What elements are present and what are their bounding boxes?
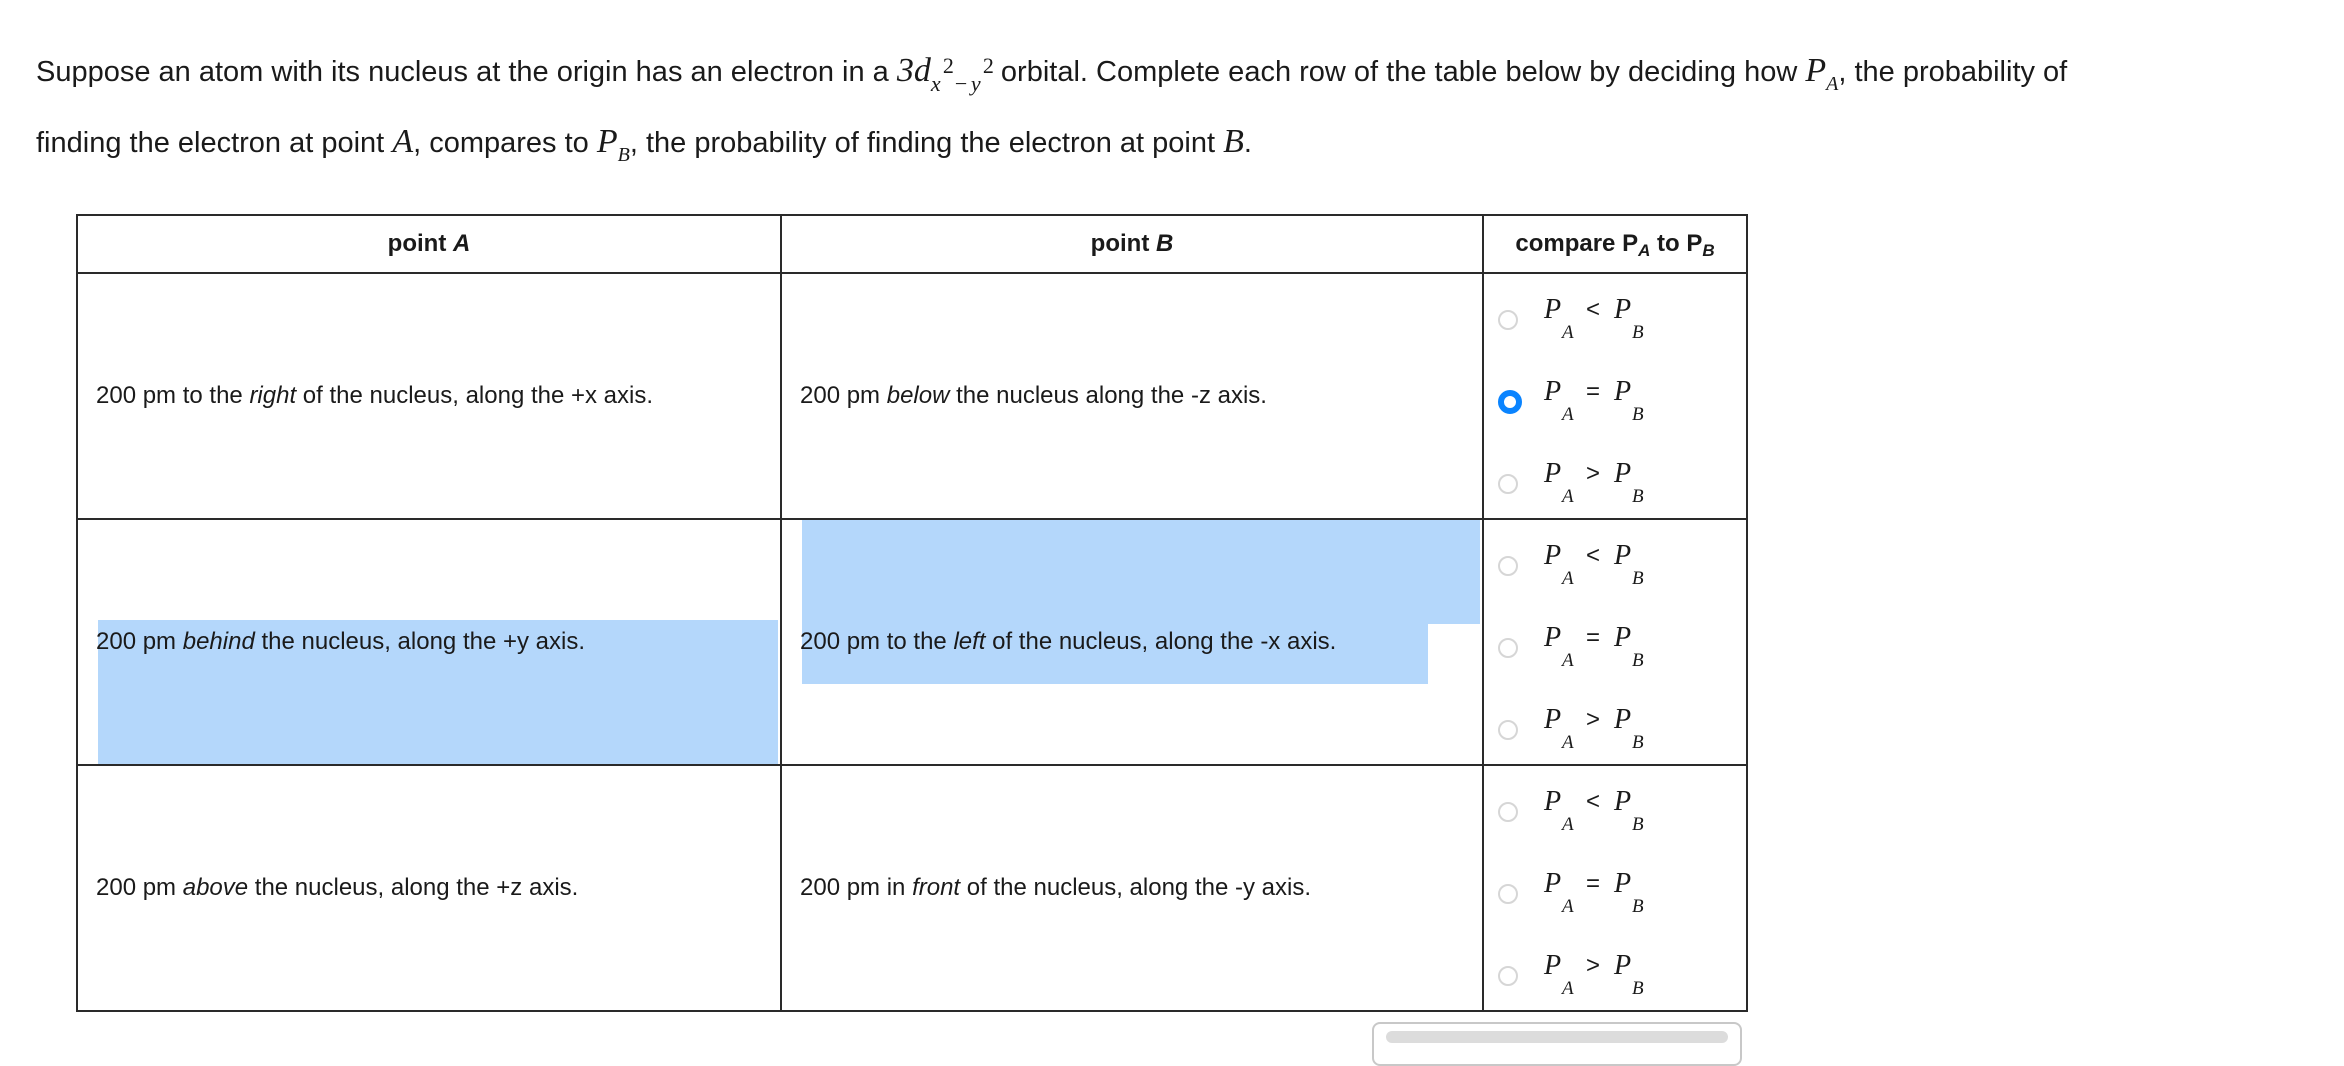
radio-button[interactable]: [1498, 884, 1518, 904]
radio-button[interactable]: [1498, 802, 1518, 822]
option-label: P A = P B: [1544, 868, 1644, 917]
header-point-b: point B: [781, 215, 1483, 273]
option-label: P A > P B: [1544, 458, 1644, 507]
point-b-symbol: B: [1223, 123, 1244, 160]
prompt-text-6: , the probability of finding the electron at point: [629, 127, 1224, 159]
option-less-than[interactable]: [1498, 780, 1654, 844]
prompt-text-1: Suppose an atom with its nucleus at the origin has an electron in a: [36, 56, 897, 88]
header-point-a: point A: [77, 215, 781, 273]
prompt-text-4: finding the electron at point: [36, 127, 393, 159]
option-less-than[interactable]: [1498, 288, 1654, 352]
bottom-action-button[interactable]: [1372, 1022, 1742, 1066]
radio-button[interactable]: [1498, 474, 1518, 494]
radio-group: [1484, 520, 1746, 764]
option-equal[interactable]: [1498, 616, 1654, 680]
radio-group: [1484, 274, 1746, 518]
option-greater-than[interactable]: [1498, 452, 1654, 516]
header-compare: compare $P_A$ to $P_B$: [1483, 215, 1747, 273]
cell-point-a: 200 pm to the right of the nucleus, along the +x axis.: [77, 273, 781, 519]
cell-point-b: 200 pm in front of the nucleus, along the -y axis.: [781, 765, 1483, 1011]
radio-button[interactable]: [1498, 556, 1518, 576]
prompt-text-5: , compares to: [413, 127, 597, 159]
table-row: [77, 273, 1747, 519]
option-greater-than[interactable]: [1498, 944, 1654, 1008]
option-label: P A > P B: [1544, 704, 1644, 753]
cell-point-b: 200 pm below the nucleus along the -z axis.: [781, 273, 1483, 519]
cell-compare: [1483, 519, 1747, 765]
cell-point-a: 200 pm behind the nucleus, along the +y axis.: [77, 519, 781, 765]
option-label: P A < P B: [1544, 540, 1644, 589]
selection-highlight: [802, 520, 1480, 624]
pb-symbol: P: [596, 123, 618, 160]
table-row: [77, 765, 1747, 1011]
radio-button-selected[interactable]: [1498, 390, 1522, 414]
pa-symbol: P: [1805, 52, 1827, 89]
cell-point-a: 200 pm above the nucleus, along the +z axis.: [77, 765, 781, 1011]
option-greater-than[interactable]: [1498, 698, 1654, 762]
radio-button[interactable]: [1498, 966, 1518, 986]
orbital-subscript: x 2 − y 2: [930, 53, 994, 96]
question-prompt: Suppose an atom with its nucleus at the origin has an electron in a 3d x 2 − y 2 orbital. Complete each row of the table below by deciding how $P_A$, the probability of finding the electron at point A, compares to $P_B$, the probability of finding the electron at point B.: [36, 52, 2068, 166]
option-equal[interactable]: [1498, 862, 1654, 926]
option-label: P A = P B: [1544, 622, 1644, 671]
cell-compare: [1483, 765, 1747, 1011]
radio-button[interactable]: [1498, 720, 1518, 740]
table-row: [77, 519, 1747, 765]
prompt-text-3: , the probability of: [1838, 56, 2068, 88]
option-equal[interactable]: [1498, 370, 1654, 434]
orbital-3d: 3d: [896, 52, 931, 89]
table-header-row: [77, 215, 1747, 273]
option-label: P A = P B: [1544, 376, 1644, 425]
point-a-symbol: A: [392, 123, 414, 160]
option-label: P A < P B: [1544, 294, 1644, 343]
option-label: P A > P B: [1544, 950, 1644, 999]
radio-button[interactable]: [1498, 310, 1518, 330]
radio-button[interactable]: [1498, 638, 1518, 658]
option-label: P A < P B: [1544, 786, 1644, 835]
comparison-table: [76, 214, 1748, 1012]
cell-point-b: 200 pm to the left of the nucleus, along the -x axis.: [781, 519, 1483, 765]
radio-group: [1484, 766, 1746, 1010]
prompt-text-2: orbital. Complete each row of the table below by deciding how: [992, 56, 1806, 88]
option-less-than[interactable]: [1498, 534, 1654, 598]
button-bar: [1386, 1031, 1728, 1043]
cell-compare: [1483, 273, 1747, 519]
